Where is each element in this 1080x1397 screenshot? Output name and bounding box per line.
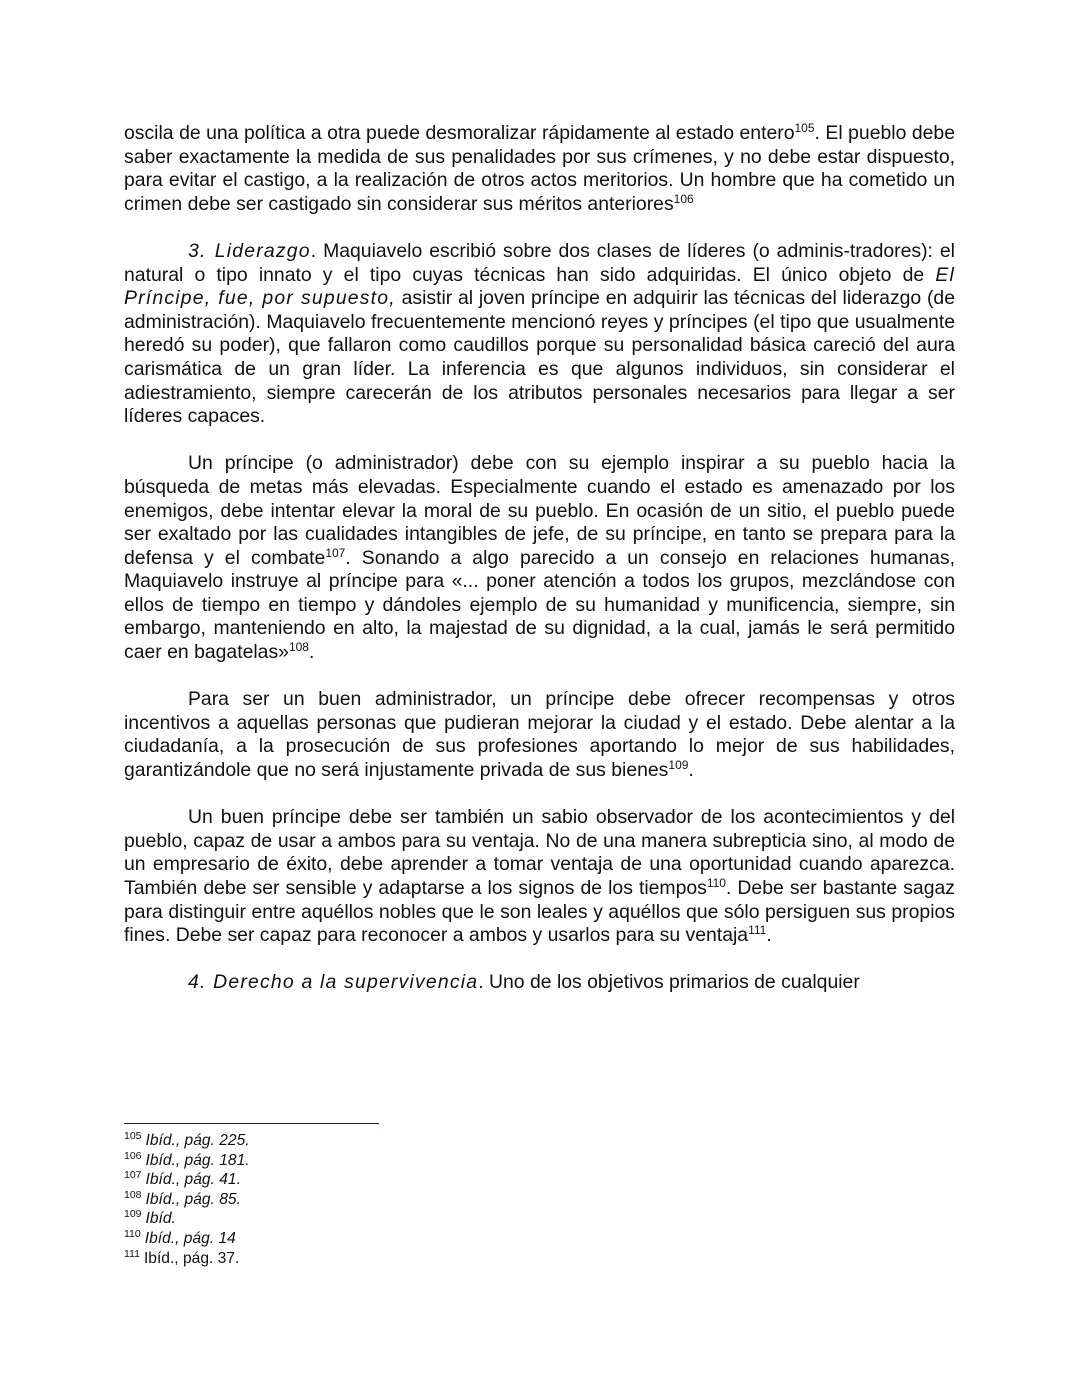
text: . bbox=[766, 924, 772, 947]
footnote-item bbox=[124, 1229, 250, 1249]
footnote-number: 110 bbox=[124, 1227, 141, 1240]
text: oscila de una política a otra puede desmoralizar rápidamente al estado entero bbox=[124, 122, 795, 144]
footnote-text: Ibíd. bbox=[145, 1210, 176, 1228]
text: . El pueblo debe saber exactamente la medida de sus penalidades por sus crímenes, y no debe estar dispuesto, para evitar el castigo, a la realización de otros actos meritorios. Un hombre que ha cometido un crimen debe ser castigado sin considerar sus méritos anteriores bbox=[124, 122, 955, 215]
footnote-text: Ibíd., pág. 225. bbox=[145, 1132, 250, 1149]
text: . bbox=[308, 641, 315, 664]
footnote-item bbox=[124, 1151, 250, 1171]
footnote-ref: 110 bbox=[706, 876, 726, 890]
footnote-ref: 108 bbox=[288, 640, 309, 655]
footnote-text: Ibíd., pág. 14 bbox=[144, 1229, 236, 1247]
footnote-item bbox=[124, 1170, 250, 1190]
text: . Uno de los objetivos primarios de cualquier bbox=[478, 971, 860, 994]
footnote-number: 108 bbox=[124, 1188, 142, 1201]
document-body bbox=[124, 122, 955, 995]
footnote-ref: 109 bbox=[668, 758, 689, 773]
footnote-number: 109 bbox=[124, 1208, 142, 1221]
text: Un príncipe (o administrador) debe con su ejemplo inspirar a su pueblo hacia la búsqueda de metas más elevadas. Especialmente cuando el estado es amenazado por los enemigos, debe intentar elevar la moral de su pueblo. En ocasión de un sitio, el pueblo puede ser exaltado por las cualidades intangibles de jefe, de su príncipe, en tanto se prepara para la defensa y el combate bbox=[124, 452, 955, 569]
paragraph-survival bbox=[124, 971, 955, 995]
footnote-number: 111 bbox=[124, 1247, 140, 1260]
footnote-number: 107 bbox=[124, 1169, 142, 1182]
footnote-separator bbox=[124, 1123, 379, 1124]
footnote-ref: 111 bbox=[748, 923, 767, 938]
footnote-number: 106 bbox=[124, 1149, 142, 1162]
text: . bbox=[688, 759, 694, 782]
footnote-ref: 105 bbox=[794, 121, 815, 135]
book-title: El Príncipe, fue, por supuesto, bbox=[124, 263, 955, 310]
footnote-text: Ibíd., pág. 181. bbox=[145, 1151, 250, 1169]
footnote-ref: 106 bbox=[673, 191, 694, 206]
paragraph-example bbox=[124, 452, 955, 664]
paragraph-punishment bbox=[124, 122, 955, 216]
footnote-text: Ibíd., pág. 37. bbox=[143, 1249, 240, 1267]
footnotes bbox=[124, 1131, 250, 1268]
text: Un buen príncipe debe ser también un sabio observador de los acontecimientos y del pueblo, capaz de usar a ambos para su ventaja. No de una manera subrepticia sino, al modo de un empresario de éxito, debe aprender a tomar ventaja de una oportunidad cuando aparezca. También debe ser sensible y adaptarse a los signos de los tiempos bbox=[124, 806, 955, 899]
footnote-item bbox=[124, 1209, 250, 1229]
footnote-item bbox=[124, 1249, 250, 1269]
paragraph-observer bbox=[124, 806, 955, 948]
footnote-text: Ibíd., pág. 85. bbox=[145, 1190, 241, 1208]
section-heading: 3. Liderazgo bbox=[188, 239, 311, 262]
footnote-item bbox=[124, 1190, 250, 1210]
text: . Debe ser bastante sagaz para distinguir entre aquéllos nobles que le son leales y aquéllos que sólo persiguen sus propios fines. Debe ser capaz para reconocer a ambos y usarlos para su ventaja bbox=[124, 877, 955, 947]
text: . Maquiavelo escribió sobre dos clases de líderes (o adminis-tradores): el natural o tipo innato y el tipo cuyas técnicas han sido adquiridas. El único objeto de bbox=[124, 239, 955, 286]
paragraph-administrator bbox=[124, 688, 955, 782]
section-heading: 4. Derecho a la supervivencia bbox=[188, 971, 479, 994]
footnote-number: 105 bbox=[124, 1130, 142, 1142]
text: . Sonando a algo parecido a un consejo en relaciones humanas, Maquiavelo instruye al príncipe para «... poner atención a todos los grupos, mezclándose con ellos de tiempo en tiempo y dándoles ejemplo de su humanidad y munificencia, siempre, sin embargo, manteniendo en alto, la majestad de su dignidad, a la cual, jamás le será permitido caer en bagatelas» bbox=[124, 546, 955, 664]
footnote-text: Ibíd., pág. 41. bbox=[145, 1171, 241, 1189]
footnote-item bbox=[124, 1131, 250, 1151]
footnote-ref: 107 bbox=[325, 545, 346, 560]
paragraph-leadership bbox=[124, 240, 955, 429]
text: Para ser un buen administrador, un príncipe debe ofrecer recompensas y otros incentivos a aquellas personas que pudieran mejorar la ciudad y el estado. Debe alentar a la ciudadanía, a la prosecución de sus profesiones aportando lo mejor de sus habilidades, garantizándole que no será injustamente privada de sus bienes bbox=[124, 688, 955, 782]
text: asistir al joven príncipe en adquirir las técnicas del liderazgo (de administración). Maquiavelo frecuentemente mencionó reyes y príncipes (el tipo que usualmente heredó su poder), que fallaron como caudillos porque su personalidad básica careció del aura carismática de un gran líder. La inferencia es que algunos individuos, sin considerar el adiestramiento, siempre carecerán de los atributos personales necesarios para llegar a ser líderes capaces. bbox=[124, 287, 955, 428]
